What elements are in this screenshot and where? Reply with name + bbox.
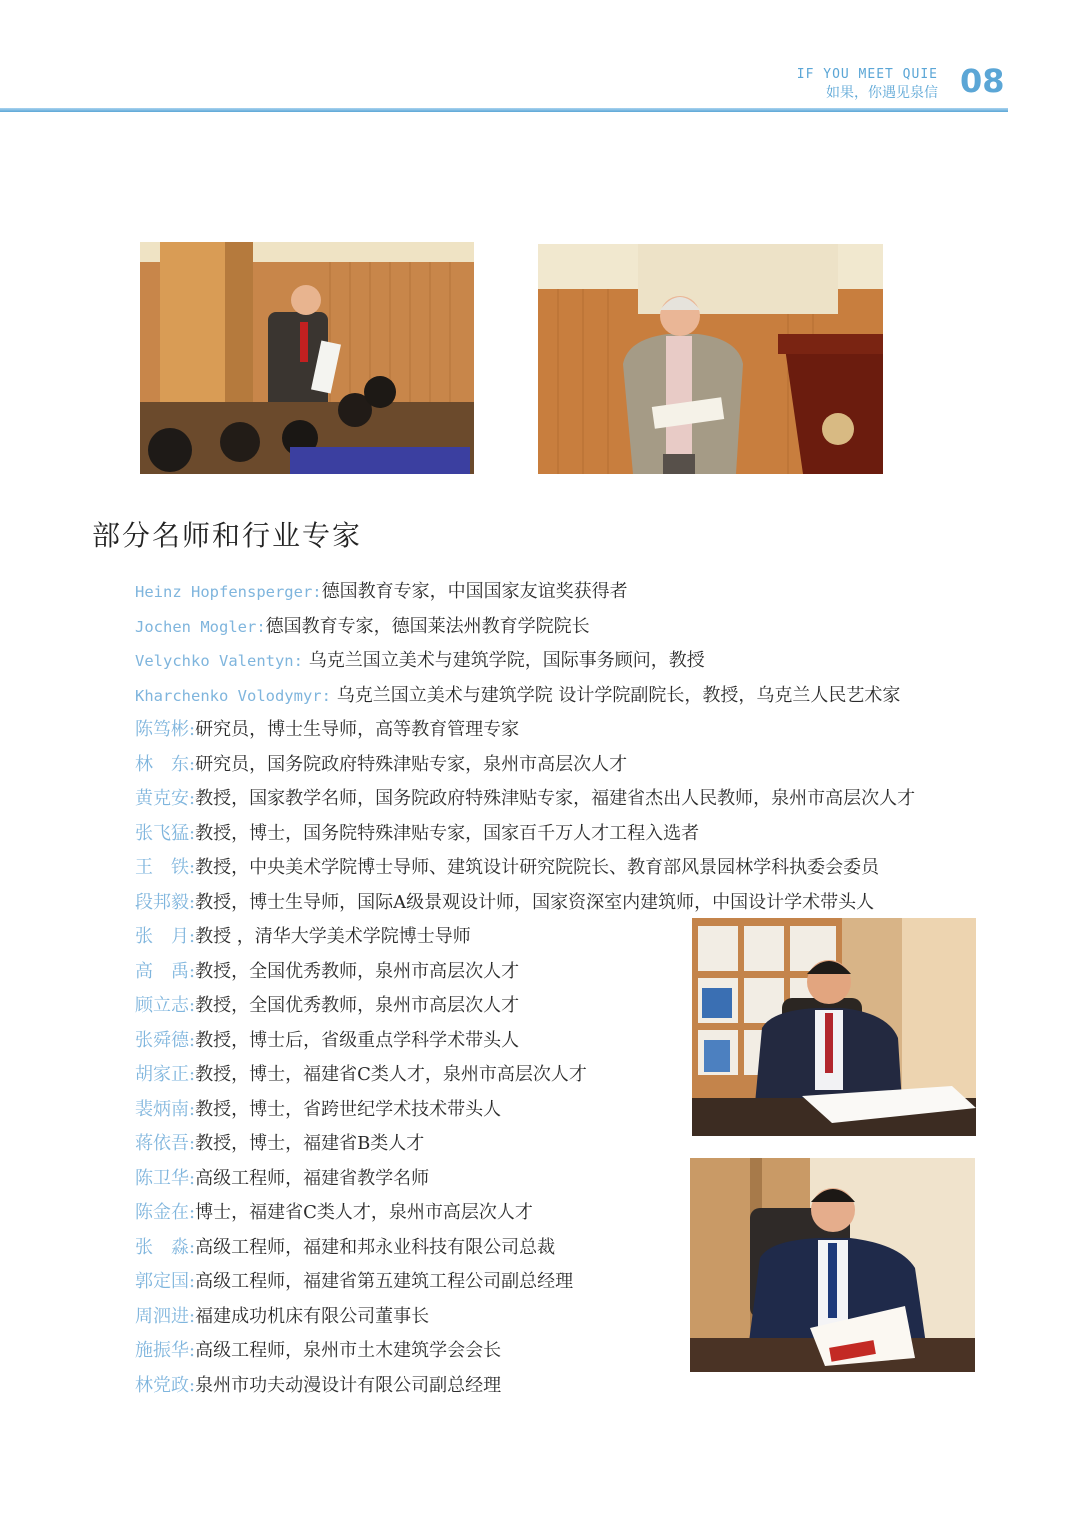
expert-item <box>135 715 1035 750</box>
expert-name: 张飞猛: <box>135 822 196 844</box>
expert-description: 教授，博士后，省级重点学科学术带头人 <box>195 1029 520 1051</box>
expert-item <box>135 853 1035 888</box>
expert-description: 高级工程师，福建省教学名师 <box>195 1167 430 1189</box>
expert-name: 段邦毅: <box>135 891 196 913</box>
expert-description: 高级工程师，福建省第五建筑工程公司副总经理 <box>195 1271 574 1292</box>
expert-name: 蒋依吾: <box>135 1133 196 1154</box>
professor-photo-office-bookshelf <box>692 918 976 1136</box>
expert-name: 张 月: <box>135 926 196 947</box>
expert-name: 王 铁: <box>135 857 196 878</box>
expert-description: 研究员，国务院政府特殊津贴专家，泉州市高层次人才 <box>195 753 628 775</box>
expert-description: 博士，福建省C类人才，泉州市高层次人才 <box>195 1202 533 1223</box>
expert-item <box>135 888 1035 923</box>
expert-name: 张 淼: <box>135 1236 196 1258</box>
expert-name: 林 东: <box>135 753 196 775</box>
expert-item <box>135 612 1035 647</box>
expert-description: 乌克兰国立美术与建筑学院，国际事务顾问，教授 <box>302 650 705 671</box>
expert-name: Kharchenko Volodymyr: <box>135 686 331 705</box>
header-subtitle-en: IF YOU MEET QUIE <box>796 67 938 82</box>
expert-name: 周泗进: <box>135 1305 196 1327</box>
expert-description: 高级工程师，福建和邦永业科技有限公司总裁 <box>195 1236 556 1258</box>
section-title: 部分名师和行业专家 <box>92 519 363 552</box>
expert-description: 教授，全国优秀教师，泉州市高层次人才 <box>195 995 520 1016</box>
expert-name: 顾立志: <box>135 995 196 1016</box>
expert-description: 高级工程师，泉州市土木建筑学会会长 <box>195 1340 502 1361</box>
expert-name: Velychko Valentyn: <box>135 652 303 670</box>
header-divider <box>0 108 1008 112</box>
expert-description: 教授，博士，福建省B类人才 <box>195 1133 425 1154</box>
expert-description: 乌克兰国立美术与建筑学院 设计学院副院长，教授，乌克兰人民艺术家 <box>330 684 901 706</box>
expert-name: Heinz Hopfensperger: <box>135 583 322 601</box>
header-subtitle-cn: 如果，你遇见泉信 <box>826 85 938 101</box>
page-header <box>0 0 1080 120</box>
expert-description: 泉州市功夫动漫设计有限公司副总经理 <box>195 1374 502 1396</box>
expert-description: 教授，博士，国务院特殊津贴专家，国家百千万人才工程入选者 <box>195 822 700 844</box>
professor-photo-reading-document <box>690 1158 975 1372</box>
expert-name: 林党政: <box>135 1374 196 1396</box>
expert-item <box>135 577 1035 612</box>
expert-description: 研究员，博士生导师，高等教育管理专家 <box>195 719 520 740</box>
expert-name: Jochen Mogler: <box>135 617 266 636</box>
expert-description: 福建成功机床有限公司董事长 <box>195 1305 430 1327</box>
expert-description: 教授，全国优秀教师，泉州市高层次人才 <box>195 960 520 982</box>
expert-description: 教授，国家教学名师，国务院政府特殊津贴专家，福建省杰出人民教师，泉州市高层次人才 <box>195 788 916 809</box>
expert-name: 郭定国: <box>135 1271 196 1292</box>
expert-item <box>135 646 1035 681</box>
expert-description: 教授，博士生导师，国际A级景观设计师，国家资深室内建筑师，中国设计学术带头人 <box>195 891 875 913</box>
expert-description: 德国教育专家，德国莱法州教育学院院长 <box>265 615 590 637</box>
expert-name: 陈笃彬: <box>135 719 196 740</box>
expert-description: 教授，中央美术学院博士导师、建筑设计研究院院长、教育部风景园林学科执委会委员 <box>195 857 880 878</box>
expert-description: 教授 ，清华大学美术学院博士导师 <box>195 926 471 947</box>
expert-item <box>135 1371 1035 1406</box>
expert-item <box>135 681 1035 716</box>
expert-description: 德国教育专家，中国国家友谊奖获得者 <box>321 581 628 602</box>
expert-item <box>135 819 1035 854</box>
expert-name: 胡家正: <box>135 1064 196 1085</box>
page-number: 08 <box>960 62 1005 100</box>
expert-name: 黄克安: <box>135 788 196 809</box>
expert-name: 陈金在: <box>135 1202 196 1223</box>
lecture-photo-speaker-at-podium <box>538 244 883 474</box>
expert-name: 裴炳南: <box>135 1098 196 1120</box>
expert-name: 施振华: <box>135 1340 196 1361</box>
expert-item <box>135 750 1035 785</box>
lecture-photo-speaker-with-audience <box>140 242 474 474</box>
expert-item <box>135 784 1035 819</box>
expert-name: 高 禹: <box>135 960 196 982</box>
expert-name: 陈卫华: <box>135 1167 196 1189</box>
expert-name: 张舜德: <box>135 1029 196 1051</box>
expert-description: 教授，博士，省跨世纪学术技术带头人 <box>195 1098 502 1120</box>
expert-description: 教授，博士，福建省C类人才，泉州市高层次人才 <box>195 1064 587 1085</box>
